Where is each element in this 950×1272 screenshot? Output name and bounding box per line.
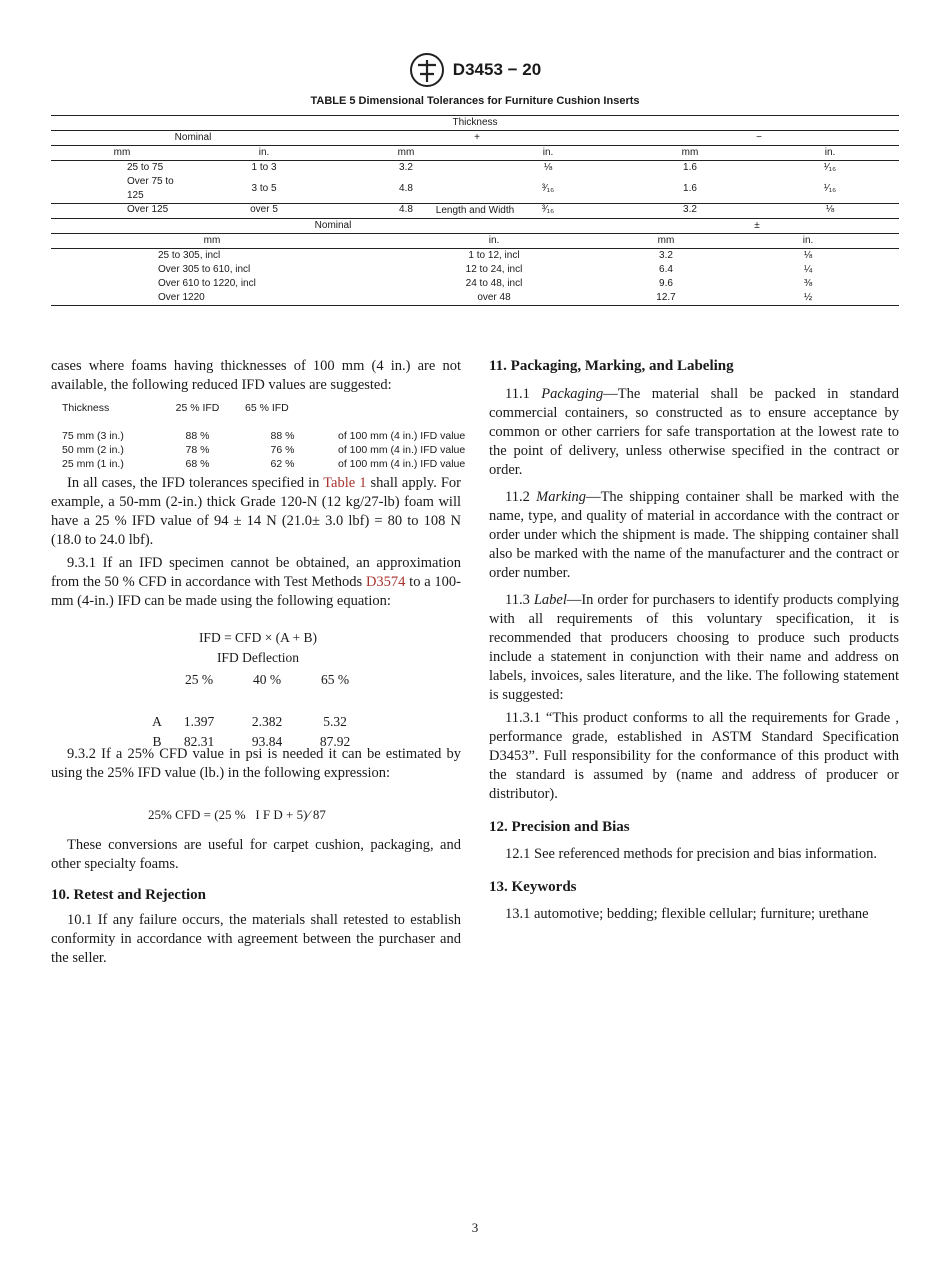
table-cell: of 100 mm (4 in.) IFD value <box>338 430 466 442</box>
unit-header: in. <box>373 234 615 249</box>
table-row <box>62 429 465 443</box>
text-run: shall apply. For example, a 50-mm (2-in.) thick Grade 120-N (12 kg/27-lb) foam will have a 25 % IFD value of 94 ± 14 N (21.0± 3.0 lbf) = 80 to 108 N (18.0 to 24.0 lbf). <box>51 475 461 548</box>
table-cell: 62 % <box>270 458 295 470</box>
table-row <box>62 457 465 471</box>
nominal-header: Nominal <box>51 131 335 146</box>
table-row <box>51 249 899 264</box>
table-cell: ⅛ <box>477 161 619 176</box>
table-cell: Over 305 to 610, incl <box>158 264 251 275</box>
table-cell: 1.6 <box>619 161 761 176</box>
equation-col-header: 40 % <box>252 672 282 687</box>
table-cell: 75 mm (3 in.) <box>62 430 124 442</box>
left-paragraph-4 <box>51 836 461 968</box>
table-cell: Over 1220 <box>51 291 373 306</box>
table-cell: over 5 <box>250 204 278 215</box>
unit-header: in. <box>761 146 899 161</box>
table-cell: 3.2 <box>615 249 717 264</box>
table-row <box>51 263 899 277</box>
left-paragraph-1 <box>51 357 461 395</box>
paragraph: 10.1 If any failure occurs, the materials shall retested to establish conformity in accordance with agreement between the purchaser and the seller. <box>51 912 461 966</box>
page-header <box>0 52 950 88</box>
equation-caption: IFD Deflection <box>216 650 300 665</box>
table-cell: 78 % <box>185 444 210 456</box>
text-run: 9.3.1 If an IFD specimen cannot be obtained, an approximation from the 50 % CFD in accordance with Test Methods <box>51 555 461 590</box>
table-row <box>51 161 899 176</box>
term: Marking <box>536 489 587 505</box>
table-cell: ³⁄₁₆ <box>541 183 555 194</box>
text-run: to a 100-mm (4-in.) IFD can be made using the following equation: <box>51 574 461 609</box>
equation-cell: B <box>152 734 162 749</box>
length-width-section-label: Length and Width <box>51 204 899 219</box>
table-row <box>51 277 899 291</box>
equation-cell: 1.397 <box>183 714 215 729</box>
equation-col-header: 25 % <box>184 672 214 687</box>
table-cell: 50 mm (2 in.) <box>62 444 124 456</box>
thickness-table <box>51 115 899 217</box>
unit-header: mm <box>51 146 193 161</box>
table-cell: Over 75 to 125 <box>127 176 174 201</box>
table-cell: 3 to 5 <box>251 183 277 194</box>
section-heading: 12. Precision and Bias <box>489 819 630 835</box>
section-heading: 10. Retest and Rejection <box>51 887 206 903</box>
paragraph: cases where foams having thicknesses of 100 mm (4 in.) are not available, the following reduced IFD values are suggested: <box>51 358 461 393</box>
document-id: D3453 − 20 <box>452 60 542 79</box>
equation-cell: 87.92 <box>319 734 351 749</box>
table-cell: over 48 <box>373 291 615 306</box>
table-header: Thickness <box>62 402 110 414</box>
unit-header: in. <box>717 234 899 249</box>
table-title: TABLE 5 Dimensional Tolerances for Furniture Cushion Inserts <box>310 95 640 107</box>
text-run: —In order for purchasers to identify products complying with all requirements of this voluntary specification, it is recommended that producers choosing to produce such products include a statement in conjunction with their name and address on labels, invoices, sales literature, and the like. The following statement is suggested: <box>489 592 899 703</box>
table-header: 65 % IFD <box>245 402 289 414</box>
right-column <box>489 357 899 924</box>
paragraph <box>489 591 899 705</box>
thickness-section-label: Thickness <box>51 116 899 131</box>
table-cell: Over 610 to 1220, incl <box>158 278 256 289</box>
table-cell: ¼ <box>803 264 813 275</box>
table-cell: ¹⁄₁₆ <box>761 161 899 176</box>
equation-cell: 2.382 <box>251 714 283 729</box>
reduced-ifd-table <box>62 401 465 471</box>
table-cell: 25 mm (1 in.) <box>62 458 124 470</box>
paragraph: 13.1 automotive; bedding; flexible cellular; furniture; urethane <box>505 906 869 922</box>
text-run: 11.2 <box>505 489 537 505</box>
table-cell: ⅜ <box>803 278 813 289</box>
text-run: —The shipping container shall be marked with the name, type, and quality of material in accordance with the contract or order under which the shipment is made. The shipping container shall also be marked with the name of the manufacturer and the contract or order number. <box>489 489 899 581</box>
unit-header: in. <box>477 146 619 161</box>
text-run: In all cases, the IFD tolerances specified in <box>67 475 324 491</box>
paragraph: These conversions are useful for carpet cushion, packaging, and other specialty foams. <box>51 837 461 872</box>
paragraph: 12.1 See referenced methods for precision and bias information. <box>505 846 878 862</box>
table-cell: 1.6 <box>683 183 697 194</box>
paragraph: 11.3.1 “This product conforms to all the requirements for Grade , performance grade, established in ASTM Standard Specification D3453”. Full responsibility for the conformance of this product with the standard is assumed by (name and address of producer or distributor). <box>489 710 899 802</box>
table-cell: 24 to 48, incl <box>465 278 523 289</box>
text-run: 11.3 <box>505 592 534 608</box>
equation-line: IFD = CFD × (A + B) <box>198 630 318 645</box>
unit-header: in. <box>193 146 335 161</box>
table-cell: Over 125 <box>127 204 169 215</box>
paragraph <box>51 474 461 550</box>
table-row <box>51 175 899 203</box>
table-cell: ⅛ <box>825 204 835 215</box>
paragraph <box>489 385 899 480</box>
table-cell: of 100 mm (4 in.) IFD value <box>338 458 466 470</box>
equation-cell: 82.31 <box>183 734 215 749</box>
equation-col-header: 65 % <box>320 672 350 687</box>
table-cell: 76 % <box>270 444 295 456</box>
table-cell: 6.4 <box>659 264 673 275</box>
table-header: 25 % IFD <box>175 402 220 414</box>
paragraph <box>489 488 899 583</box>
equation-cell: 93.84 <box>251 734 283 749</box>
text-run: —The material shall be packed in standard commercial containers, so constructed as to ensure acceptance by common or other carriers for safe transportation at the lowest rate to the point of delivery, unless otherwise specified in the contract or order. <box>489 386 899 478</box>
table-cell: 1 to 12, incl <box>373 249 615 264</box>
table-1-link[interactable]: Table 1 <box>323 475 367 491</box>
table-cell: ⅛ <box>717 249 899 264</box>
table-cell: 1 to 3 <box>193 161 335 176</box>
d3574-link[interactable]: D3574 <box>365 574 406 590</box>
table-cell: 25 to 75 <box>51 161 193 176</box>
unit-header: mm <box>615 234 717 249</box>
left-paragraph-3 <box>51 745 461 783</box>
table-row <box>62 443 465 457</box>
unit-header: mm <box>619 146 761 161</box>
table-cell: of 100 mm (4 in.) IFD value <box>338 444 466 456</box>
table-cell: 3.2 <box>683 204 697 215</box>
plus-minus-header: ± <box>615 219 899 234</box>
paragraph <box>51 554 461 611</box>
nominal-header: Nominal <box>51 219 615 234</box>
table-cell: 3.2 <box>335 161 477 176</box>
unit-header: mm <box>51 234 373 249</box>
equation-cell: 5.32 <box>323 714 347 729</box>
table-cell: 4.8 <box>399 183 413 194</box>
text-run: 11.1 <box>505 386 542 402</box>
table-cell: 25 to 305, incl <box>51 249 373 264</box>
page-number: 3 <box>471 1220 479 1235</box>
length-width-table <box>51 203 899 306</box>
paragraph: 9.3.2 If a 25% CFD value in psi is needed it can be estimated by using the 25% IFD value (lb.) in the following expression: <box>51 746 461 781</box>
section-heading: 11. Packaging, Marking, and Labeling <box>489 358 734 374</box>
table-cell: 4.8 <box>399 204 413 215</box>
equation-cell: A <box>152 714 162 729</box>
plus-header: + <box>335 131 619 146</box>
table-cell: 9.6 <box>659 278 673 289</box>
table-cell: 12.7 <box>615 291 717 306</box>
table-cell: 88 % <box>270 430 295 442</box>
table-cell: 12 to 24, incl <box>465 264 523 275</box>
unit-header: mm <box>335 146 477 161</box>
table-cell: 88 % <box>185 430 210 442</box>
table-cell: ¹⁄₁₆ <box>823 183 837 194</box>
minus-header: − <box>619 131 899 146</box>
cfd-equation: 25% CFD = (25 % I F D + 5)⁄ 87 <box>148 807 326 822</box>
section-heading: 13. Keywords <box>489 879 577 895</box>
left-paragraph-2 <box>51 474 461 611</box>
equation-row <box>148 712 368 732</box>
astm-logo-icon <box>409 52 445 88</box>
table-cell: 68 % <box>185 458 210 470</box>
table-row <box>51 291 899 306</box>
table-cell: ³⁄₁₆ <box>541 204 555 215</box>
term: Label <box>533 592 567 608</box>
term: Packaging <box>541 386 604 402</box>
table-cell: ½ <box>717 291 899 306</box>
ifd-equation <box>148 628 368 752</box>
